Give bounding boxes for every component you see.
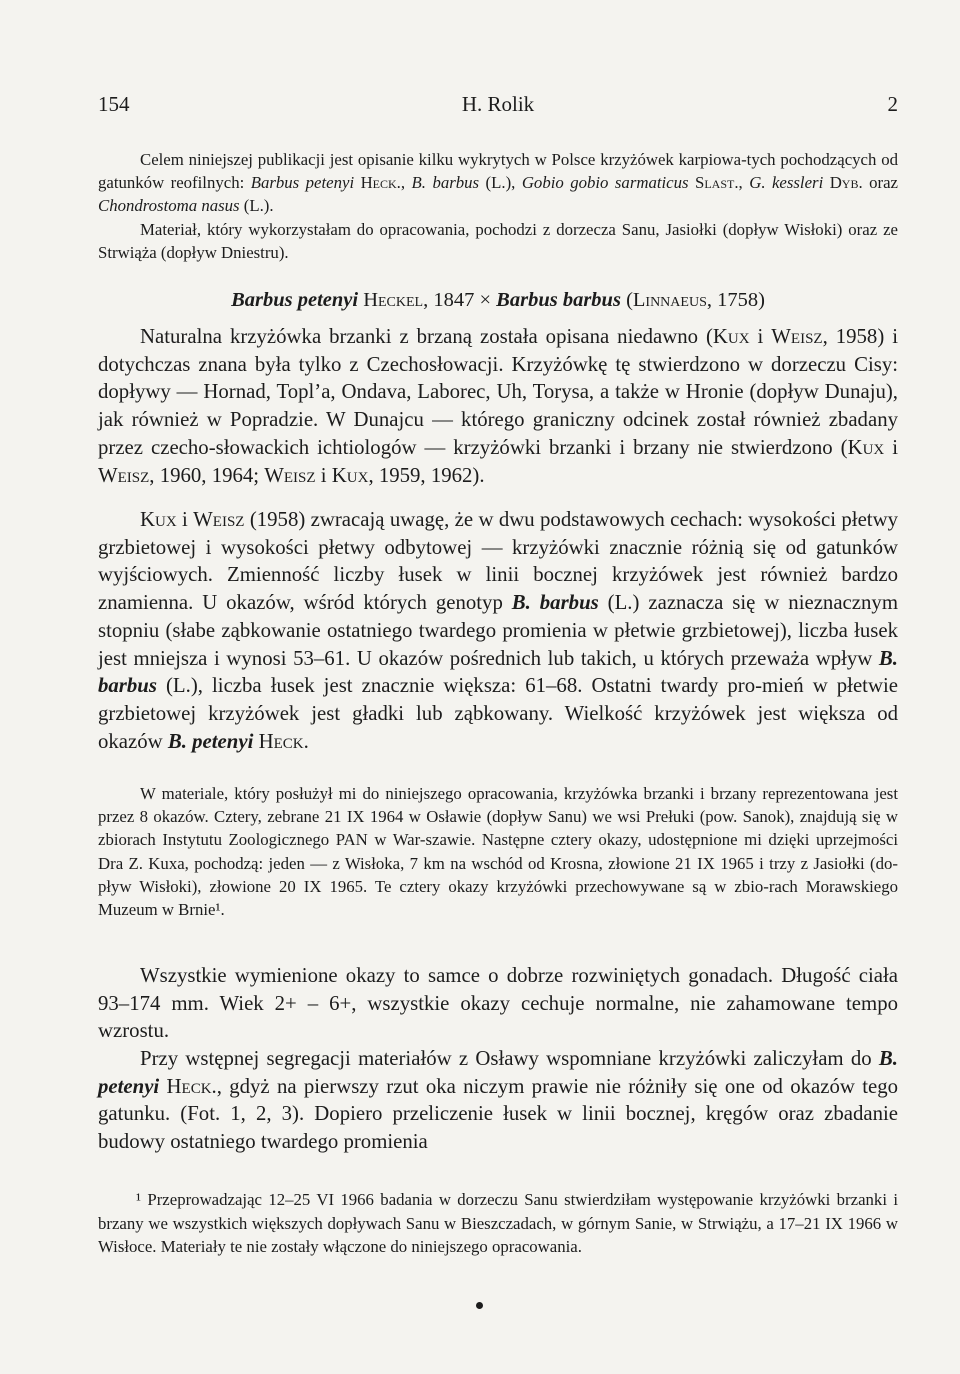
- material-paragraph: W materiale, który posłużył mi do niniejszego opracowania, krzyżówka brzanki i brzany reprezentowana jest przez 8 okazów. Cztery, zebrane 21 IX 1964 w Osławie (dopływ Sanu) we wsi Prełuki (pow. Sanok), znajdują się w zbiorach Instytutu Zoologicznego PAN w War-szawie. Następne cztery okazy, udostępnione mi dzięki uprzejmości Dra Z. Kuxa, pochodzą: jeden — z Wisłoka, 7 km na wschód od Krosna, złowione 21 IX 1965 i trzy z Jasiołki (do-pływ Wisłoki), złowione 20 IX 1965. Te cztery okazy krzyżówki przechowywane są w zbio-rach Morawskiego Muzeum w Brnie¹.: [98, 784, 898, 920]
- body-paragraph-1: Naturalna krzyżówka brzanki z brzaną została opisana niedawno (Kux i Weisz, 1958) i dotychczas znana była tylko z Czechosłowacji. Krzyżówkę tę stwierdzono w dorzeczu Cisy: dopływy — Hornad, Topl’a, Ondava, Laborec, Uh, Torysa, a także w Hronie (dopływ Dunaju), jak również w Popradzie. W Dunajcu — którego graniczny odcinek został również zbadany przez czecho-słowackich ichtiologów — krzyżówki brzanki i brzany nie stwierdzono (Kux i Weisz, 1960, 1964; Weisz i Kux, 1959, 1962).: [98, 325, 898, 487]
- footnote: ¹ Przeprowadzając 12–25 VI 1966 badania w dorzeczu Sanu stwierdziłam występowanie krzyżówki brzanki i brzany we wszystkich większych dopływach Sanu w Bieszczadach, w górnym Sanie, w Strwiążu, a 17–21 IX 1966 w Wisłoce. Materiały te nie zostały włączone do niniejszego opracowania.: [98, 1190, 898, 1257]
- body-paragraph-3: Wszystkie wymienione okazy to samce o dobrze rozwiniętych gonadach. Długość ciała 93–174 mm. Wiek 2+ – 6+, wszystkie okazy cechuje normalne, nie zahamowane tempo wzrostu.: [98, 964, 898, 1043]
- bullet-mark: [476, 1302, 483, 1309]
- page-number: 154: [98, 92, 130, 116]
- section-heading: Barbus petenyi Heckel, 1847 × Barbus barbus (Linnaeus, 1758): [231, 289, 765, 311]
- material-source-paragraph: Materiał, który wykorzystałam do opracowania, pochodzi z dorzecza Sanu, Jasiołki (dopływ Wisłoki) oraz ze Strwiąża (dopływ Dniestru).: [98, 220, 898, 263]
- page-header: [98, 92, 898, 122]
- body-paragraph-2: Kux i Weisz (1958) zwracają uwagę, że w dwu podstawowych cechach: wysokości płetwy grzbietowej i wysokości płetwy odbytowej — krzyżówki znacznie różnią się od gatunków wyjściowych. Zmienność liczby łusek w linii bocznej krzyżówek jest również bardzo znamienna. U okazów, wśród których genotyp B. barbus (L.) zaznacza się w nieznacznym stopniu (słabe ząbkowanie ostatniego twardego promienia w płetwie grzbietowej), liczba łusek jest mniejsza i wynosi 53–61. U okazów pośrednich lub takich, u których przeważa wpływ B. barbus (L.), liczba łusek jest znacznie większa: 61–68. Ostatni twardy pro-mień w płetwie grzbietowej krzyżówek jest gładki lub ząbkowany. Wielkość krzyżówek jest większa od okazów B. petenyi Heck.: [98, 508, 898, 753]
- body-paragraph-4: Przy wstępnej segregacji materiałów z Osławy wspomniane krzyżówki zaliczyłam do B. petenyi Heck., gdyż na pierwszy rzut oka niczym prawie nie różniły się one od okazów tego gatunku. (Fot. 1, 2, 3). Dopiero przeliczenie łusek w linii bocznej, kręgów oraz zbadanie budowy ostatniego twardego promienia: [98, 1047, 898, 1154]
- column-label: 2: [887, 92, 898, 116]
- intro-paragraph: Celem niniejszej publikacji jest opisanie kilku wykrytych w Polsce krzyżówek karpiowa-tych pochodzących od gatunków reofilnych: Barbus petenyi Heck., B. barbus (L.), Gobio gobio sarmaticus Slast., G. kessleri Dyb. oraz Chondrostoma nasus (L.).: [98, 150, 898, 216]
- running-title: H. Rolik: [461, 92, 535, 116]
